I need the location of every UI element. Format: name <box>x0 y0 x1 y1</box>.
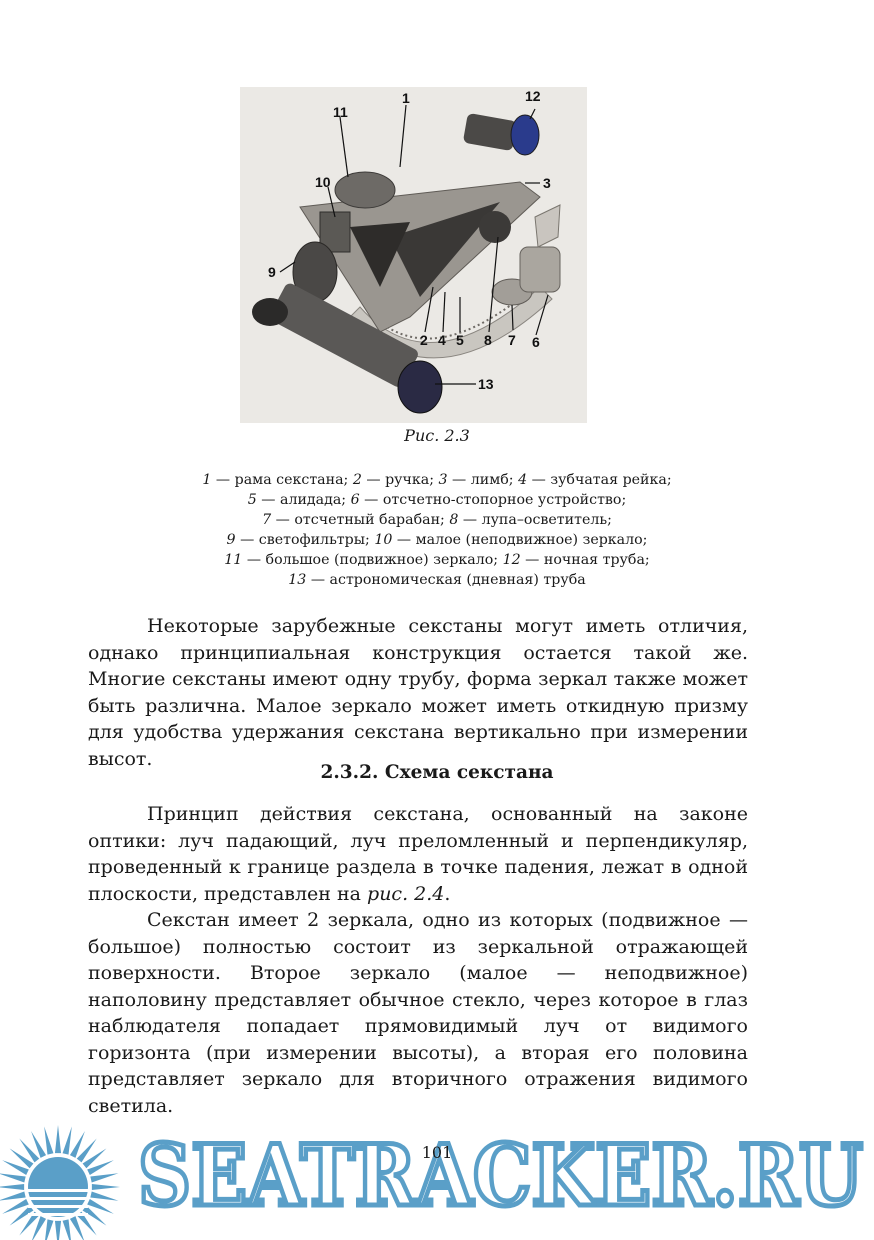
legend-number: 4 <box>518 472 528 488</box>
legend-text: — ночная труба; <box>520 552 650 568</box>
callout-2: 2 <box>420 332 428 348</box>
legend-text: — светофильтры; <box>235 532 375 548</box>
legend-line <box>120 470 754 490</box>
paragraph-2-end: . <box>444 882 451 905</box>
legend-line <box>120 490 754 510</box>
callout-3: 3 <box>543 175 551 191</box>
legend-text: — лимб; <box>447 472 519 488</box>
figure-caption: Рис. 2.3 <box>404 426 470 445</box>
paragraph-1: Некоторые зарубежные секстаны могут иметь отличия, однако принципиальная конструкция остается такой же. Многие секстаны имеют одну трубу, форма зеркал также может быть различна. Малое зеркало может иметь откидную призму для удобства удержания секстана вертикально при измерении высот. <box>88 615 748 770</box>
figure-reference-link[interactable]: рис. 2.4 <box>367 882 445 905</box>
legend-line <box>120 550 754 570</box>
callout-8: 8 <box>484 332 492 348</box>
legend-number: 7 <box>262 512 272 528</box>
legend-number: 2 <box>352 472 362 488</box>
page-number: 101 <box>421 1143 453 1162</box>
seatracker-watermark <box>0 1095 874 1240</box>
paragraph-2-text: Принцип действия секстана, основанный на законе оптики: луч падающий, луч преломленный и перпендикуляр, проведенный к границе раздела в точке падения, лежат в одной плоскости, представлен на <box>88 803 748 905</box>
callout-9: 9 <box>268 264 276 280</box>
figure-legend <box>120 470 754 590</box>
legend-line <box>120 530 754 550</box>
legend-text: — зубчатая рейка; <box>527 472 672 488</box>
sextant-figure <box>240 87 587 423</box>
legend-number: 6 <box>350 492 360 508</box>
legend-number: 9 <box>226 532 236 548</box>
legend-text: — малое (неподвижное) зеркало; <box>392 532 648 548</box>
legend-number: 12 <box>502 552 521 568</box>
legend-text: — астрономическая (дневная) труба <box>306 572 586 588</box>
legend-number: 10 <box>374 532 393 548</box>
callout-11: 11 <box>333 104 348 120</box>
callout-5: 5 <box>456 332 464 348</box>
legend-text: — рама секстана; <box>211 472 353 488</box>
legend-text: — отсчетно-стопорное устройство; <box>359 492 627 508</box>
legend-number: 8 <box>449 512 459 528</box>
callout-7: 7 <box>508 332 516 348</box>
legend-number: 11 <box>224 552 243 568</box>
callout-4: 4 <box>438 332 446 348</box>
legend-text: — лупа–осветитель; <box>458 512 612 528</box>
paragraph-3: Секстан имеет 2 зеркала, одно из которых (подвижное — большое) полностью состоит из зеркальной отражающей поверхности. Второе зеркало (малое — неподвижное) наполовину представляет обычное стекло, через которое в глаз наблюдателя попадает прямовидимый луч от видимого горизонта (при измерении высоты), а вторая его половина представляет зеркало для вторичного отражения видимого светила. <box>88 909 748 1117</box>
legend-line <box>120 510 754 530</box>
legend-text: — ручка; <box>361 472 439 488</box>
legend-line <box>120 570 754 590</box>
legend-number: 3 <box>438 472 448 488</box>
legend-number: 1 <box>202 472 212 488</box>
legend-text: — большое (подвижное) зеркало; <box>242 552 503 568</box>
callout-6: 6 <box>532 334 540 350</box>
callout-12: 12 <box>525 88 541 104</box>
callout-13: 13 <box>478 376 494 392</box>
section-heading: 2.3.2. Схема секстана <box>320 762 554 783</box>
legend-text: — алидада; <box>256 492 351 508</box>
paragraph-2 <box>88 801 748 907</box>
callout-1: 1 <box>402 90 410 106</box>
legend-number: 5 <box>247 492 257 508</box>
watermark-text: SEATRACKER.RU <box>138 1126 863 1225</box>
callout-10: 10 <box>315 174 331 190</box>
legend-number: 13 <box>288 572 307 588</box>
legend-text: — отсчетный барабан; <box>271 512 450 528</box>
